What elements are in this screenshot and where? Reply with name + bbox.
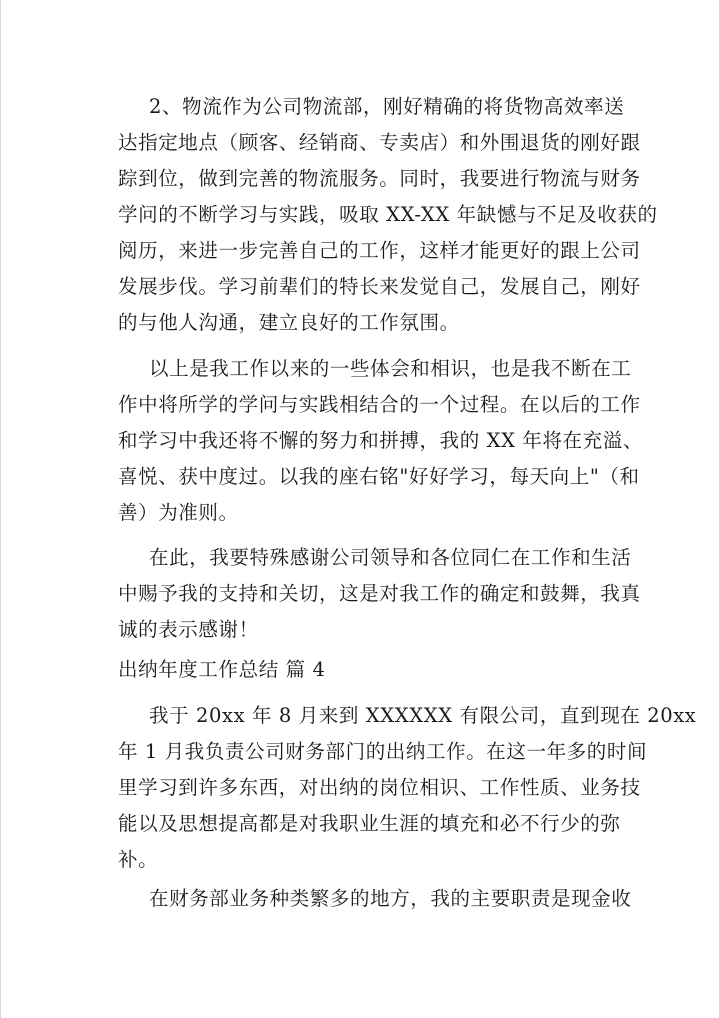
text-line: 在财务部业务种类繁多的地方，我的主要职责是现金收	[149, 887, 632, 910]
text-line: 阅历，来进一步完善自己的工作，这样才能更好的跟上公司	[118, 239, 641, 262]
text-line: 善）为准则。	[118, 501, 239, 524]
section-heading: 出纳年度工作总结 篇 4	[118, 658, 326, 681]
text-line: 和学习中我还将不懈的努力和拼搏，我的 XX 年将在充溢、	[118, 429, 643, 452]
text-line: 学问的不断学习与实践，吸取 XX-XX 年缺憾与不足及收获的	[118, 203, 658, 226]
text-line: 达指定地点（顾客、经销商、专卖店）和外围退货的刚好跟	[118, 131, 641, 154]
text-line: 在此，我要特殊感谢公司领导和各位同仁在工作和生活	[149, 546, 632, 569]
text-line: 2、物流作为公司物流部，刚好精确的将货物高效率送	[149, 95, 625, 118]
text-line: 年 1 月我负责公司财务部门的出纳工作。在这一年多的时间	[118, 740, 648, 763]
text-line: 的与他人沟通，建立良好的工作氛围。	[118, 311, 460, 334]
text-line: 作中将所学的学问与实践相结合的一个过程。在以后的工作	[118, 393, 641, 416]
text-line: 发展步伐。学习前辈们的特长来发觉自己，发展自己，刚好	[118, 275, 641, 298]
text-line: 踪到位，做到完善的物流服务。同时，我要进行物流与财务	[118, 167, 641, 190]
text-line: 补。	[118, 848, 159, 871]
text-line: 里学习到许多东西，对出纳的岗位相识、工作性质、业务技	[118, 776, 641, 799]
text-line: 中赐予我的支持和关切，这是对我工作的确定和鼓舞，我真	[118, 582, 641, 605]
text-line: 以上是我工作以来的一些体会和相识，也是我不断在工	[149, 357, 632, 380]
text-line: 我于 20xx 年 8 月来到 XXXXXX 有限公司，直到现在 20xx	[149, 704, 697, 727]
text-line: 能以及思想提高都是对我职业生涯的填充和必不行少的弥	[118, 812, 621, 835]
text-line: 喜悦、获中度过。以我的座右铭"好好学习，每天向上"（和	[118, 465, 640, 488]
text-line: 诚的表示感谢！	[118, 618, 259, 641]
